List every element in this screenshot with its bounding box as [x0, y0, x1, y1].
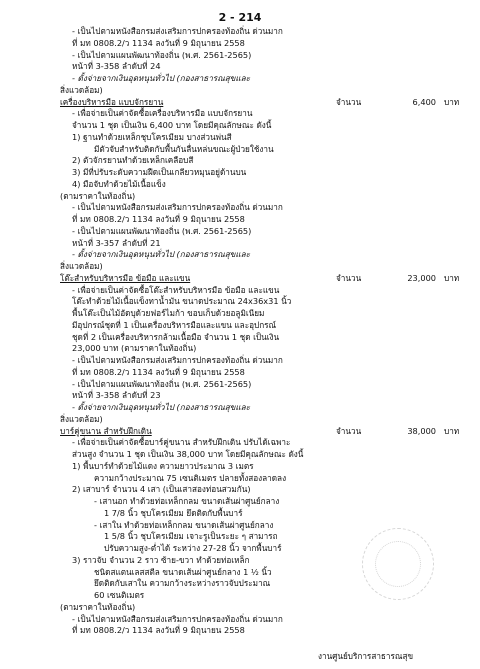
line-text: - ตั้งจ่ายจากเงินอุดหนุนทั่วไป (กองสาธารณสุขและ: [72, 402, 251, 412]
line-text: สิ่งแวดล้อม): [60, 84, 103, 95]
text-line: [60, 155, 480, 167]
line-text: สิ่งแวดล้อม): [60, 261, 103, 271]
line-text: 1 7/8 นิ้ว ชุบโครเมียม ยึดติดกับพื้นบาร์: [104, 507, 243, 518]
budget-item-row: [60, 273, 480, 285]
text-line: [60, 26, 480, 38]
text-line: [60, 108, 480, 120]
line-text: ที่ มท 0808.2/ว 1134 ลงวันที่ 9 มิถุนายน 2558: [72, 366, 245, 377]
text-line: [60, 449, 480, 461]
text-line: [60, 461, 480, 473]
line-text: - เป็นไปตามแผนพัฒนาท้องถิ่น (พ.ศ. 2561-2565): [72, 378, 252, 389]
item-title: บาร์คู่ขนาน สำหรับฝึกเดิน: [60, 425, 152, 436]
line-text: - เพื่อจ่ายเป็นค่าจัดซื้อบาร์คู่ขนาน สำหรับฝึกเดิน ปรับได้เฉพาะ: [72, 437, 291, 448]
text-line: [60, 238, 480, 250]
text-line: [60, 179, 480, 191]
text-line: [60, 132, 480, 144]
line-text: 1) พื้นบาร์ทำด้วยไม้แดง ความยาวประมาณ 3 เมตร: [72, 460, 254, 471]
line-text: มีตัวจับสำหรับติดกับพื้นกันลื่นหล่นขณะผู้ป่วยใช้งาน: [94, 143, 274, 154]
line-text: ปรับความสูง-ต่ำได้ ระหว่าง 27-28 นิ้ว จากพื้นบาร์: [104, 543, 282, 553]
official-seal-stamp: [362, 528, 434, 600]
text-line: [60, 202, 480, 214]
budget-item-row: [60, 426, 480, 438]
text-line: [60, 496, 480, 508]
text-line: [60, 214, 480, 226]
item-title: เครื่องบริหารมือ แบบจักรยาน: [60, 96, 164, 107]
text-line: [60, 414, 480, 426]
text-line: [60, 508, 480, 520]
text-line: [60, 226, 480, 238]
text-line: [60, 614, 480, 626]
text-line: [60, 602, 480, 614]
line-text: โต๊ะทำด้วยไม้เนื้อแข็งทาน้ำมัน ขนาดประมาณ 24x36x31 นิ้ว: [72, 296, 292, 307]
text-line: [60, 320, 480, 332]
text-line: [60, 73, 480, 85]
text-line: [60, 285, 480, 297]
line-text: ส่วนสูง จำนวน 1 ชุด เป็นเงิน 38,000 บาท โดยมีคุณลักษณะ ดังนี้: [72, 449, 304, 459]
line-text: (ตามราคาในท้องถิ่น): [60, 190, 136, 201]
text-line: [60, 167, 480, 179]
amount-value: 23,000: [407, 272, 436, 283]
text-line: [60, 308, 480, 320]
page-number: 2 - 214: [218, 11, 262, 24]
line-text: - เป็นไปตามแผนพัฒนาท้องถิ่น (พ.ศ. 2561-2565): [72, 225, 252, 236]
line-text: 1) ฐานทำด้วยเหล็กชุบโครเมียม บางส่วนพ่นสี: [72, 131, 232, 142]
text-line: [60, 343, 480, 355]
line-text: - ตั้งจ่ายจากเงินอุดหนุนทั่วไป (กองสาธารณสุขและ: [72, 73, 251, 83]
line-text: - เพื่อจ่ายเป็นค่าจัดซื้อเครื่องบริหารมือ แบบจักรยาน: [72, 108, 253, 119]
line-text: 3) มีที่ปรับระดับความฝืดเป็นเกลียวหมุนอยู่ด้านบน: [72, 167, 247, 177]
line-text: (ตามราคาในท้องถิ่น): [60, 601, 136, 612]
line-text: หน้าที่ 3-357 ลำดับที่ 21: [72, 237, 161, 248]
line-text: - ตั้งจ่ายจากเงินอุดหนุนทั่วไป (กองสาธารณสุขและ: [72, 249, 251, 260]
text-line: [60, 625, 480, 637]
text-line: [60, 379, 480, 391]
text-line: [60, 85, 480, 97]
line-text: ที่ มท 0808.2/ว 1134 ลงวันที่ 9 มิถุนายน 2558: [72, 37, 245, 48]
line-text: - เป็นไปตามหนังสือกรมส่งเสริมการปกครองท้องถิ่น ด่วนมาก: [72, 613, 283, 624]
line-text: - เสานอก ทำด้วยท่อเหล็กกลม ขนาดเส้นผ่าศูนย์กลาง: [94, 496, 280, 506]
line-text: 4) มือจับทำด้วยไม้เนื้อแข็ง: [72, 178, 166, 189]
line-text: ชุดที่ 2 เป็นเครื่องบริหารกล้ามเนื้อมือ จำนวน 1 ชุด เป็นเงิน: [72, 331, 280, 342]
line-text: - เป็นไปตามแผนพัฒนาท้องถิ่น (พ.ศ. 2561-2565): [72, 49, 252, 60]
line-text: ชนิดสแตนเลสสตีล ขนาดเส้นผ่าศูนย์กลาง 1 ½ นิ้ว: [94, 566, 272, 577]
line-text: - เป็นไปตามหนังสือกรมส่งเสริมการปกครองท้องถิ่น ด่วนมาก: [72, 26, 283, 36]
line-text: จำนวน 1 ชุด เป็นเงิน 6,400 บาท โดยมีคุณลักษณะ ดังนี้: [72, 120, 272, 130]
line-text: มีอุปกรณ์ชุดที่ 1 เป็นเครื่องบริหารมือและแขน และอุปกรณ์: [72, 319, 277, 330]
line-text: หน้าที่ 3-358 ลำดับที่ 24: [72, 61, 161, 72]
line-text: ความกว้างประมาณ 75 เซนติเมตร ปลายทั้งสองลาดลง: [94, 472, 287, 483]
text-line: [60, 355, 480, 367]
line-text: 60 เซนติเมตร: [94, 590, 145, 600]
department-footer: งานศูนย์บริการสาธารณสุข: [318, 651, 414, 661]
text-line: [60, 437, 480, 449]
text-line: [60, 332, 480, 344]
text-line: [60, 390, 480, 402]
text-line: [60, 261, 480, 273]
text-line: [60, 144, 480, 156]
text-line: [60, 473, 480, 485]
quantity-label: จำนวน: [336, 272, 362, 283]
text-line: [60, 38, 480, 50]
text-line: [60, 367, 480, 379]
item-title: โต๊ะสำหรับบริหารมือ ข้อมือ และแขน: [60, 272, 191, 283]
text-line: [60, 484, 480, 496]
text-line: [60, 296, 480, 308]
amount-value: 38,000: [407, 425, 436, 436]
quantity-label: จำนวน: [336, 96, 362, 107]
line-text: - เป็นไปตามหนังสือกรมส่งเสริมการปกครองท้องถิ่น ด่วนมาก: [72, 355, 283, 365]
line-text: พื้นโต๊ะเป็นไม้อัดบุด้วยฟอร์ไมก้า ขอบเก็บด้วยอลูมิเนียม: [72, 308, 265, 318]
line-text: 2) เสาบาร์ จำนวน 4 เสา (เป็นเสาสองท่อนสวมกัน): [72, 484, 251, 495]
amount-value: 6,400: [412, 96, 436, 107]
text-line: [60, 249, 480, 261]
line-text: - เพื่อจ่ายเป็นค่าจัดซื้อโต๊ะสำหรับบริหารมือ ข้อมือ และแขน: [72, 284, 280, 295]
currency-label: บาท: [444, 272, 460, 283]
currency-label: บาท: [444, 425, 460, 436]
line-text: - เป็นไปตามหนังสือกรมส่งเสริมการปกครองท้องถิ่น ด่วนมาก: [72, 202, 283, 213]
line-text: ที่ มท 0808.2/ว 1134 ลงวันที่ 9 มิถุนายน 2558: [72, 214, 245, 224]
line-text: - เสาใน ทำด้วยท่อเหล็กกลม ขนาดเส้นผ่าศูนย์กลาง: [94, 519, 274, 530]
line-text: หน้าที่ 3-358 ลำดับที่ 23: [72, 390, 161, 401]
currency-label: บาท: [444, 96, 460, 107]
text-line: [60, 191, 480, 203]
quantity-label: จำนวน: [336, 425, 362, 436]
line-text: ยึดติดกับเสาใน ความกว้างระหว่างราวจับประมาณ: [94, 578, 271, 589]
text-line: [60, 520, 480, 532]
line-text: สิ่งแวดล้อม): [60, 413, 103, 424]
text-line: [60, 120, 480, 132]
line-text: 2) ตัวจักรยานทำด้วยเหล็กเคลือบสี: [72, 155, 194, 166]
line-text: 1 5/8 นิ้ว ชุบโครเมียม เจาะรูเป็นระยะ ๆ สามารถ: [104, 531, 278, 542]
budget-item-row: [60, 97, 480, 109]
line-text: 3) ราวจับ จำนวน 2 ราว ซ้าย-ขวา ทำด้วยท่อเหล็ก: [72, 554, 250, 565]
text-line: [60, 50, 480, 62]
text-line: [60, 402, 480, 414]
text-line: [60, 61, 480, 73]
line-text: ที่ มท 0808.2/ว 1134 ลงวันที่ 9 มิถุนายน 2558: [72, 625, 245, 636]
line-text: 23,000 บาท (ตามราคาในท้องถิ่น): [72, 343, 197, 354]
